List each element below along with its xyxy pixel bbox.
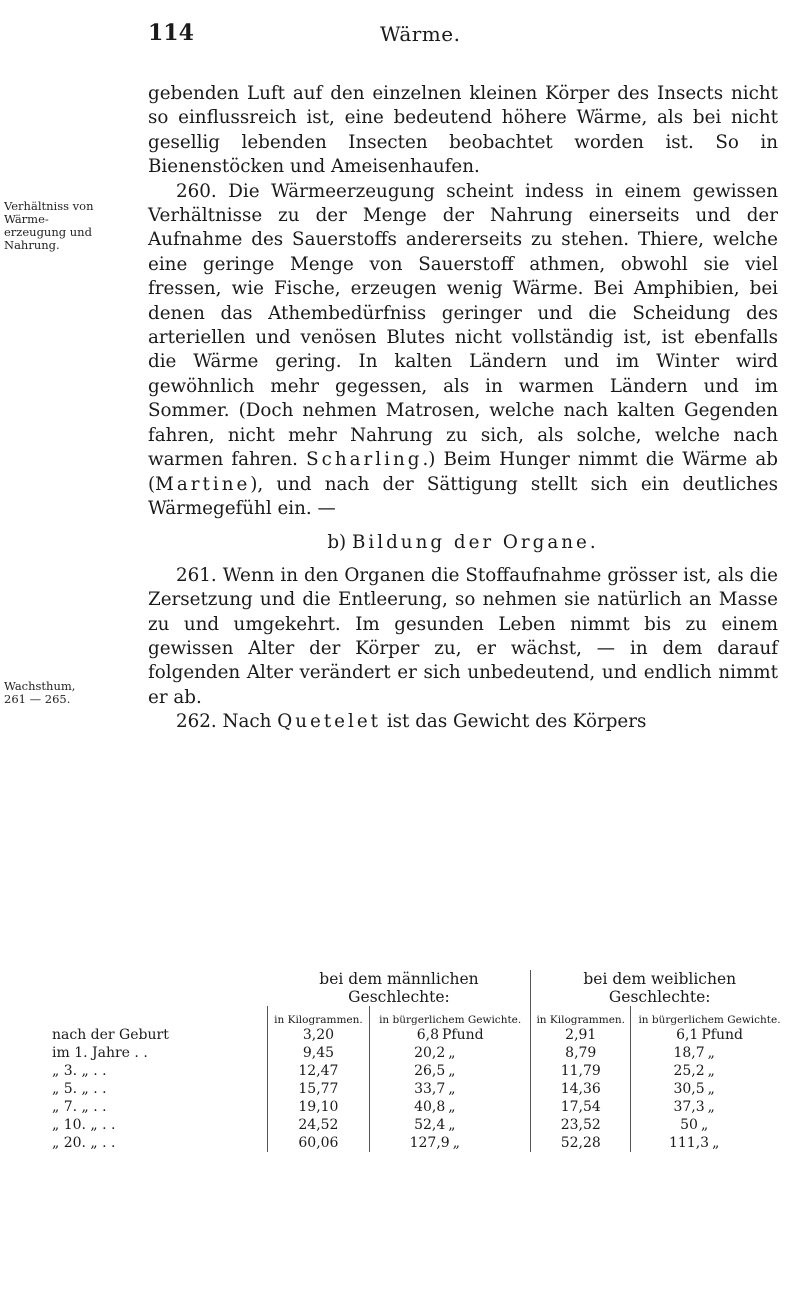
female-pfund-unit: „ (712, 1135, 720, 1151)
female-pfund-unit: „ (700, 1117, 709, 1133)
male-pfund (369, 1062, 531, 1080)
female-pfund-value: 18,7 (673, 1045, 705, 1061)
author-martine: Martine (155, 473, 251, 495)
male-pfund (369, 1116, 531, 1134)
table-row (52, 1098, 788, 1116)
male-pfund-value: 127,9 (409, 1135, 450, 1151)
paragraph-261: 261. Wenn in den Organen die Stoffaufnahme grösser ist, als die Zersetzung und die Entleerung, so nehmen sie natürlich an Masse zu und umgekehrt. Im gesunden Leben nimmt bis zu einem gewissen Alter der Körper zu, er wächst, — in dem darauf folgenden Alter verändert er sich unbedeutend, und endlich nimmt er ab. (148, 564, 778, 708)
male-kg: 24,52 (268, 1116, 370, 1134)
female-pfund (631, 1026, 788, 1044)
female-pfund-value: 30,5 (673, 1081, 705, 1097)
margin-note-waermeerzeugung: Verhältniss von Wärme-erzeugung und Nahrung. (4, 199, 94, 252)
subhead-kg-male: in Kilogrammen. (268, 1006, 370, 1026)
male-pfund (369, 1134, 531, 1152)
female-pfund-unit: Pfund (701, 1027, 743, 1043)
table-group-female: bei dem weiblichen Geschlechte: (531, 970, 788, 1006)
male-kg: 19,10 (268, 1098, 370, 1116)
male-pfund-value: 20,2 (414, 1045, 446, 1061)
male-pfund-unit: „ (448, 1099, 456, 1115)
weight-table (52, 970, 788, 1152)
female-pfund (631, 1062, 788, 1080)
row-label: nach der Geburt (52, 1027, 169, 1043)
table-row (52, 1044, 788, 1062)
subhead-pfund-female: in bürgerlichem Gewichte. (631, 1006, 788, 1026)
paragraph-260 (148, 180, 778, 522)
female-pfund (631, 1134, 788, 1152)
male-pfund-value: 40,8 (414, 1099, 446, 1115)
female-pfund-unit: „ (707, 1081, 715, 1097)
male-pfund (369, 1080, 531, 1098)
table-row (52, 1026, 788, 1044)
row-label: „ 10. „ . . (52, 1117, 116, 1133)
table-row (52, 1116, 788, 1134)
female-pfund-value: 50 (680, 1117, 698, 1133)
section-heading-title: Bildung der Organe. (351, 532, 599, 554)
male-pfund-unit: „ (448, 1081, 456, 1097)
female-pfund-value: 111,3 (668, 1135, 710, 1151)
paragraph-260-text-b: .) Beim Hunger nimmt die Wärme ab ( (148, 449, 778, 495)
female-pfund (631, 1080, 788, 1098)
author-scharling: Scharling (306, 449, 423, 471)
female-kg: 14,36 (531, 1080, 631, 1098)
female-kg: 52,28 (531, 1134, 631, 1152)
section-heading-prefix: b) (327, 532, 347, 554)
row-label: „ 3. „ . . (52, 1063, 107, 1079)
female-kg: 17,54 (531, 1098, 631, 1116)
female-pfund-value: 25,2 (673, 1063, 705, 1079)
female-kg: 2,91 (531, 1026, 631, 1044)
male-pfund-unit: Pfund (441, 1027, 484, 1043)
subhead-kg-female: in Kilogrammen. (531, 1006, 631, 1026)
table-row (52, 1062, 788, 1080)
paragraph-262-text-b: ist das Gewicht des Körpers (386, 711, 647, 733)
author-quetelet: Quetelet (277, 711, 382, 733)
table-row (52, 1134, 788, 1152)
male-pfund (369, 1044, 531, 1062)
male-kg: 60,06 (268, 1134, 370, 1152)
male-kg: 12,47 (268, 1062, 370, 1080)
paragraph-260-text-c: ), und nach der Sättigung stellt sich ein deutliches Wärmegefühl ein. — (148, 473, 778, 519)
table-row (52, 1080, 788, 1098)
paragraph-262-text: 262. Nach (176, 711, 272, 733)
male-pfund-unit: „ (448, 1045, 456, 1061)
paragraph-continuation: gebenden Luft auf den einzelnen kleinen Körper des Insects nicht so einflussreich ist, eine bedeutend höhere Wärme, als bei nicht gesellig lebenden Insecten beobachtet worden ist. So in Bienenstöcken und Ameisenhaufen. (148, 83, 778, 178)
row-label: „ 20. „ . . (52, 1135, 116, 1151)
female-kg: 11,79 (531, 1062, 631, 1080)
row-label: „ 5. „ . . (52, 1081, 107, 1097)
female-kg: 8,79 (531, 1044, 631, 1062)
male-pfund-value: 26,5 (414, 1063, 446, 1079)
page-header (148, 20, 788, 50)
female-pfund-value: 6,1 (676, 1027, 699, 1043)
table-body (52, 1026, 788, 1152)
row-label: „ 7. „ . . (52, 1099, 107, 1115)
section-heading (148, 531, 778, 555)
female-pfund (631, 1044, 788, 1062)
female-pfund-value: 37,3 (673, 1099, 705, 1115)
female-pfund-unit: „ (707, 1099, 715, 1115)
page-number: 114 (148, 20, 194, 46)
male-kg: 3,20 (268, 1026, 370, 1044)
running-title: Wärme. (380, 22, 461, 46)
paragraph-260-text: 260. Die Wärmeerzeugung scheint indess in einem gewissen Verhältnisse zu der Menge der Nahrung einerseits und der Aufnahme des Sauerstoffs andererseits zu stehen. Thiere, welche eine geringe Menge von Sauerstoff athmen, obwohl sie viel fressen, wie Fische, erzeugen wenig Wärme. Bei Amphibien, bei denen das Athembedürfniss geringer und die Scheidung des arteriellen und venösen Blutes nicht vollständig ist, ist ebenfalls die Wärme gering. In kalten Ländern und im Winter wird gewöhnlich mehr gegessen, als in warmen Ländern und im Sommer. (Doch nehmen Matrosen, welche nach kalten Gegenden fahren, nicht mehr Nahrung zu sich, als solche, welche nach warmen fahren. (148, 180, 778, 471)
male-pfund-value: 33,7 (414, 1081, 446, 1097)
paragraph-262 (148, 710, 778, 734)
male-pfund-unit: „ (452, 1135, 460, 1151)
male-pfund (369, 1026, 531, 1044)
female-pfund-unit: „ (707, 1063, 715, 1079)
female-kg: 23,52 (531, 1116, 631, 1134)
female-pfund-unit: „ (707, 1045, 715, 1061)
body-text (148, 82, 778, 735)
margin-note-wachsthum: Wachsthum, 261 — 265. (4, 679, 76, 706)
male-pfund-value: 6,8 (416, 1027, 439, 1043)
male-pfund-unit: „ (448, 1117, 456, 1133)
male-kg: 15,77 (268, 1080, 370, 1098)
male-pfund (369, 1098, 531, 1116)
male-pfund-unit: „ (448, 1063, 456, 1079)
female-pfund (631, 1116, 788, 1134)
table-group-male: bei dem männlichen Geschlechte: (319, 970, 479, 1006)
male-kg: 9,45 (268, 1044, 370, 1062)
row-label: im 1. Jahre . . (52, 1045, 148, 1061)
female-pfund (631, 1098, 788, 1116)
subhead-pfund-male: in bürgerlichem Gewichte. (369, 1006, 531, 1026)
male-pfund-value: 52,4 (414, 1117, 446, 1133)
